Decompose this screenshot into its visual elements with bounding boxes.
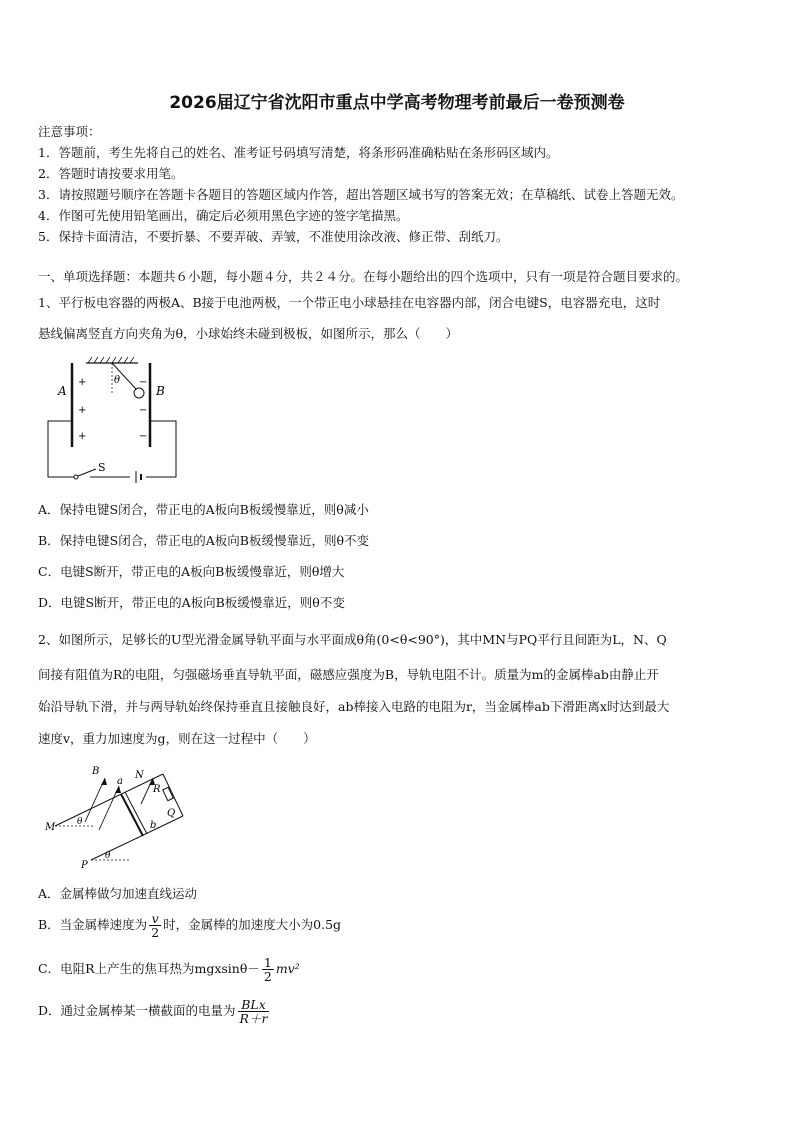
q2-option-b bbox=[38, 912, 341, 939]
q1-fig-minus-3: − bbox=[139, 431, 148, 442]
q2-option-d bbox=[38, 998, 271, 1025]
q1-capacitor-figure bbox=[40, 355, 190, 485]
q2-stem-line2: 间接有阻值为R的电阻，匀强磁场垂直导轨平面，磁感应强度为B，导轨电阻不计。质量为m的金属棒ab由静止开 bbox=[38, 667, 659, 682]
section-heading: 一、单项选择题：本题共６小题，每小题４分，共２４分。在每小题给出的四个选项中，只有一项是符合题目要求的。 bbox=[38, 269, 689, 284]
q2-option-c-prefix: C．电阻R上产生的焦耳热为mgxsinθ－ bbox=[38, 961, 260, 977]
q2-option-b-prefix: B．当金属棒速度为 bbox=[38, 917, 148, 933]
q2-option-b-suffix: 时，金属棒的加速度大小为0.5g bbox=[163, 917, 342, 933]
q2-option-c-fraction bbox=[262, 956, 274, 983]
q1-fig-label-s: S bbox=[98, 461, 106, 474]
q1-option-d: D．电键S断开，带正电的A板向B板缓慢靠近，则θ不变 bbox=[38, 595, 345, 610]
q2-stem-line4: 速度v，重力加速度为g，则在这一过程中（ ） bbox=[38, 731, 316, 746]
q2-option-b-den: 2 bbox=[151, 925, 160, 941]
q1-fig-minus-1: − bbox=[139, 377, 148, 388]
notice-item-5: 5．保持卡面清洁，不要折暴、不要弄破、弄皱，不准使用涂改液、修正带、刮纸刀。 bbox=[38, 229, 509, 244]
q2-option-b-fraction bbox=[149, 912, 161, 939]
q2-option-d-prefix: D．通过金属棒某一横截面的电量为 bbox=[38, 1003, 236, 1019]
q2-option-d-den: R＋r bbox=[239, 1011, 268, 1027]
q2-option-b-num: v bbox=[149, 912, 161, 926]
notice-item-2: 2．答题时请按要求用笔。 bbox=[38, 166, 184, 181]
q2-rail-figure bbox=[45, 760, 195, 870]
q2-option-a: A．金属棒做匀加速直线运动 bbox=[38, 886, 198, 901]
q1-fig-label-a: A bbox=[58, 384, 67, 398]
q2-option-d-num: BLx bbox=[238, 998, 270, 1012]
q2-fig-label-q: Q bbox=[167, 808, 176, 819]
q2-option-c-num: 1 bbox=[263, 955, 272, 970]
q2-fig-label-n: N bbox=[135, 770, 144, 781]
q1-fig-plus-2: + bbox=[78, 405, 87, 416]
q1-option-a: A．保持电键S闭合，带正电的A板向B板缓慢靠近，则θ减小 bbox=[38, 502, 369, 517]
q2-fig-theta-2: θ bbox=[105, 851, 111, 861]
q1-option-c: C．电键S断开，带正电的A板向B板缓慢靠近，则θ增大 bbox=[38, 564, 345, 579]
notice-item-1: 1．答题前，考生先将自己的姓名、准考证号码填写清楚，将条形码准确粘贴在条形码区域内。 bbox=[38, 145, 559, 160]
q1-fig-label-b: B bbox=[156, 384, 165, 398]
q2-fig-label-a: a bbox=[117, 776, 123, 787]
q2-fig-label-m: M bbox=[45, 822, 56, 833]
q2-option-c bbox=[38, 956, 300, 983]
q1-fig-label-theta: θ bbox=[114, 375, 121, 386]
notice-item-3: 3．请按照题号顺序在答题卡各题目的答题区域内作答，超出答题区域书写的答案无效；在草稿纸、试卷上答题无效。 bbox=[38, 187, 684, 202]
q2-stem-line1: 2、如图所示，足够长的U型光滑金属导轨平面与水平面成θ角(0<θ<90°)，其中MN与PQ平行且间距为L，N、Q bbox=[38, 632, 667, 647]
q2-fig-theta-1: θ bbox=[77, 817, 83, 827]
notice-item-4: 4．作图可先使用铅笔画出，确定后必须用黑色字迹的签字笔描黑。 bbox=[38, 208, 409, 223]
q2-fig-label-r: R bbox=[153, 784, 161, 795]
q2-fig-label-b-end: b bbox=[150, 820, 157, 831]
page-title: 2026届辽宁省沈阳市重点中学高考物理考前最后一卷预测卷 bbox=[169, 93, 625, 113]
q1-stem-line1: 1、平行板电容器的两极A、B接于电池两极，一个带正电小球悬挂在电容器内部，闭合电键S，电容器充电，这时 bbox=[38, 295, 661, 310]
q2-option-d-fraction bbox=[238, 998, 270, 1025]
q2-option-c-suffix: mv² bbox=[275, 961, 300, 977]
q2-fig-label-b-field: B bbox=[92, 766, 100, 777]
q2-fig-label-p: P bbox=[81, 860, 88, 870]
q2-stem-line3: 始沿导轨下滑，并与两导轨始终保持垂直且接触良好，ab棒接入电路的电阻为r，当金属棒ab下滑距离x时达到最大 bbox=[38, 699, 670, 714]
q2-option-c-den: 2 bbox=[263, 969, 272, 985]
q1-option-b: B．保持电键S闭合，带正电的A板向B板缓慢靠近，则θ不变 bbox=[38, 533, 369, 548]
q1-fig-plus-1: + bbox=[78, 377, 87, 388]
q1-fig-plus-3: + bbox=[78, 431, 87, 442]
q1-stem-line2: 悬线偏离竖直方向夹角为θ，小球始终未碰到极板，如图所示，那么（ ） bbox=[38, 326, 459, 341]
notice-heading: 注意事项： bbox=[38, 124, 101, 139]
q1-fig-minus-2: − bbox=[139, 405, 148, 416]
